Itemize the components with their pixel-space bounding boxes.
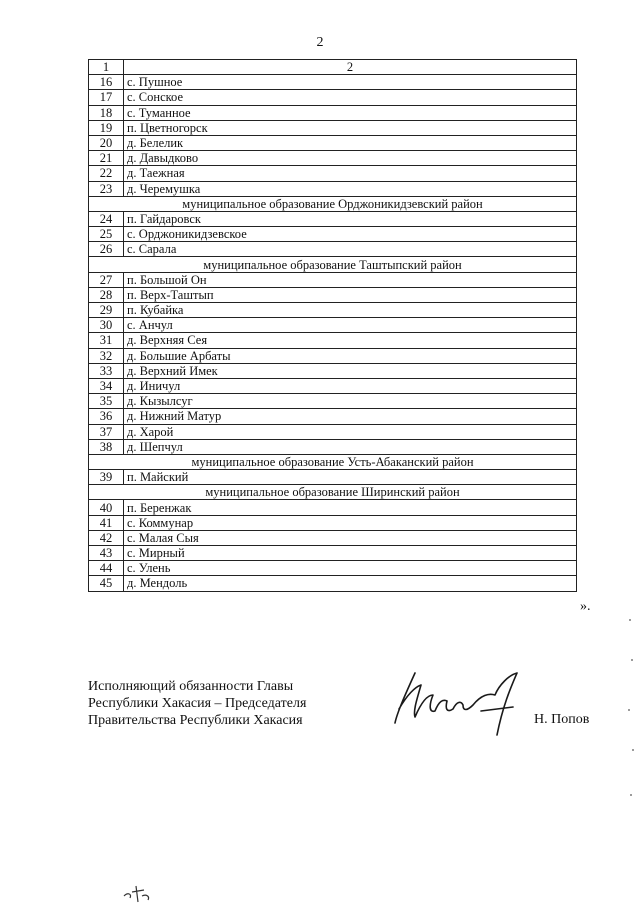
settlement-name: с. Сарала — [124, 242, 577, 257]
settlement-name: д. Харой — [124, 424, 577, 439]
row-number: 26 — [89, 242, 124, 257]
settlement-name: д. Нижний Матур — [124, 409, 577, 424]
settlement-name: с. Туманное — [124, 105, 577, 120]
row-number: 27 — [89, 272, 124, 287]
table-row — [89, 576, 577, 591]
settlement-name: с. Коммунар — [124, 515, 577, 530]
table-row — [89, 75, 577, 90]
table-row — [89, 227, 577, 242]
settlement-name: д. Иничул — [124, 378, 577, 393]
table-row — [89, 561, 577, 576]
settlement-name: п. Майский — [124, 470, 577, 485]
row-number: 34 — [89, 378, 124, 393]
settlement-name: д. Черемушка — [124, 181, 577, 196]
row-number: 43 — [89, 546, 124, 561]
section-header-row — [89, 196, 577, 211]
settlement-name: п. Кубайка — [124, 303, 577, 318]
section-title: муниципальное образование Таштыпский район — [89, 257, 577, 272]
section-title: муниципальное образование Усть-Абаканский район — [89, 454, 577, 469]
row-number: 41 — [89, 515, 124, 530]
settlements-table — [88, 59, 577, 592]
table-row — [89, 151, 577, 166]
table-row — [89, 287, 577, 302]
row-number: 16 — [89, 75, 124, 90]
row-number: 35 — [89, 394, 124, 409]
signatory-title-line-1: Исполняющий обязанности Главы — [88, 679, 294, 694]
settlement-name: д. Таежная — [124, 166, 577, 181]
table-row — [89, 303, 577, 318]
settlements-table-body — [89, 60, 577, 592]
table-row — [89, 272, 577, 287]
settlement-name: д. Верхняя Сея — [124, 333, 577, 348]
table-row — [89, 394, 577, 409]
header-cell-number: 1 — [89, 60, 124, 75]
row-number: 24 — [89, 211, 124, 226]
settlement-name: с. Мирный — [124, 546, 577, 561]
row-number: 39 — [89, 470, 124, 485]
row-number: 40 — [89, 500, 124, 515]
settlement-name: п. Беренжак — [124, 500, 577, 515]
row-number: 33 — [89, 363, 124, 378]
section-header-row — [89, 485, 577, 500]
row-number: 22 — [89, 166, 124, 181]
section-title: муниципальное образование Ширинский район — [89, 485, 577, 500]
settlement-name: с. Сонское — [124, 90, 577, 105]
table-row — [89, 409, 577, 424]
table-row — [89, 211, 577, 226]
bottom-scribble-mark — [120, 880, 160, 904]
table-row — [89, 546, 577, 561]
settlement-name: д. Белелик — [124, 135, 577, 150]
settlement-name: п. Цветногорск — [124, 120, 577, 135]
table-row — [89, 515, 577, 530]
row-number: 31 — [89, 333, 124, 348]
row-number: 37 — [89, 424, 124, 439]
settlement-name: д. Мендоль — [124, 576, 577, 591]
table-row — [89, 166, 577, 181]
settlement-name: д. Верхний Имек — [124, 363, 577, 378]
row-number: 36 — [89, 409, 124, 424]
signatory-title-line-3: Правительства Республики Хакасия — [88, 713, 303, 728]
row-number: 32 — [89, 348, 124, 363]
row-number: 44 — [89, 561, 124, 576]
row-number: 30 — [89, 318, 124, 333]
closing-quote: ». — [580, 599, 591, 614]
settlement-name: д. Шепчул — [124, 439, 577, 454]
header-cell-name: 2 — [124, 60, 577, 75]
settlement-name: п. Верх-Таштып — [124, 287, 577, 302]
row-number: 18 — [89, 105, 124, 120]
table-row — [89, 135, 577, 150]
settlement-name: с. Орджоникидзевское — [124, 227, 577, 242]
row-number: 42 — [89, 530, 124, 545]
table-header-row — [89, 60, 577, 75]
table-row — [89, 439, 577, 454]
table-row — [89, 530, 577, 545]
row-number: 19 — [89, 120, 124, 135]
section-header-row — [89, 257, 577, 272]
settlement-name: с. Улень — [124, 561, 577, 576]
table-row — [89, 318, 577, 333]
row-number: 38 — [89, 439, 124, 454]
row-number: 23 — [89, 181, 124, 196]
table-row — [89, 378, 577, 393]
table-row — [89, 105, 577, 120]
table-row — [89, 348, 577, 363]
settlement-name: д. Большие Арбаты — [124, 348, 577, 363]
signer-name: Н. Попов — [534, 712, 590, 727]
row-number: 25 — [89, 227, 124, 242]
row-number: 29 — [89, 303, 124, 318]
signature-block — [88, 678, 306, 729]
section-header-row — [89, 454, 577, 469]
table-row — [89, 120, 577, 135]
handwritten-signature — [385, 665, 535, 745]
settlement-name: п. Большой Он — [124, 272, 577, 287]
signatory-title-line-2: Республики Хакасия – Председателя — [88, 696, 307, 711]
table-row — [89, 90, 577, 105]
table-row — [89, 500, 577, 515]
table-row — [89, 470, 577, 485]
row-number: 45 — [89, 576, 124, 591]
settlement-name: с. Пушное — [124, 75, 577, 90]
scan-edge-marks — [618, 600, 638, 820]
table-row — [89, 242, 577, 257]
table-row — [89, 333, 577, 348]
settlement-name: с. Малая Сыя — [124, 530, 577, 545]
settlement-name: д. Давыдково — [124, 151, 577, 166]
table-row — [89, 363, 577, 378]
settlement-name: д. Кызылсуг — [124, 394, 577, 409]
row-number: 20 — [89, 135, 124, 150]
page-number: 2 — [316, 35, 324, 50]
table-row — [89, 424, 577, 439]
row-number: 17 — [89, 90, 124, 105]
settlement-name: с. Анчул — [124, 318, 577, 333]
section-title: муниципальное образование Орджоникидзевский район — [89, 196, 577, 211]
settlement-name: п. Гайдаровск — [124, 211, 577, 226]
row-number: 28 — [89, 287, 124, 302]
table-row — [89, 181, 577, 196]
row-number: 21 — [89, 151, 124, 166]
